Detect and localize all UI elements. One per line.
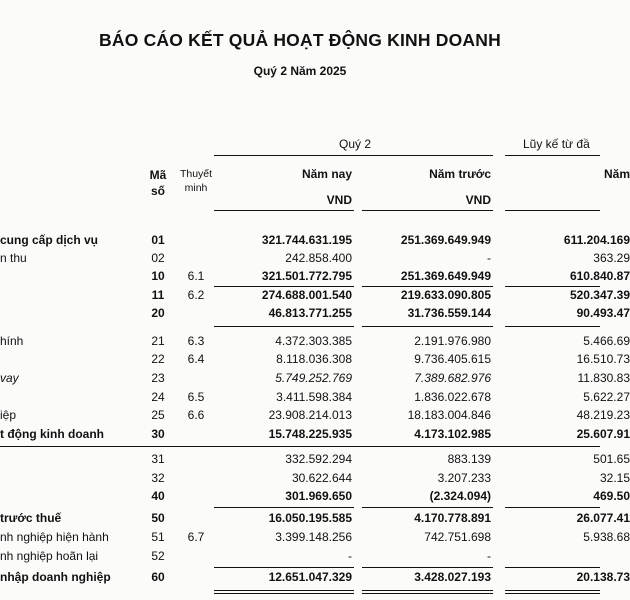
- table-row: [0, 549, 600, 568]
- row-code: 23: [151, 371, 165, 385]
- table-row: [0, 471, 630, 490]
- report-title: BÁO CÁO KẾT QUẢ HOẠT ĐỘNG KINH DOANH: [99, 30, 501, 50]
- table-rule: [362, 507, 493, 508]
- table-rule: [0, 446, 600, 447]
- row-value-q2-prev-year: 1.836.022.678: [414, 390, 491, 404]
- col-ma-so-line2: số: [150, 184, 165, 198]
- row-code: 51: [151, 530, 165, 544]
- table-row: [0, 334, 630, 353]
- unit-nam-truoc: VND: [465, 193, 491, 207]
- row-label: nh nghiệp hoãn lại: [0, 549, 99, 563]
- row-code: 40: [151, 489, 165, 503]
- table-rule: [505, 507, 600, 508]
- row-value-q2-prev-year: 4.173.102.985: [414, 427, 491, 441]
- row-label: n thu: [0, 251, 27, 265]
- row-code: 02: [151, 251, 165, 265]
- row-note: 6.3: [187, 334, 205, 348]
- row-label: nh nghiệp hiện hành: [0, 530, 109, 544]
- col-thuyet-minh-line1: Thuyết: [179, 168, 213, 180]
- row-label: trước thuế: [0, 511, 62, 525]
- row-label: vay: [0, 371, 19, 385]
- row-note: 6.1: [187, 269, 205, 283]
- table-rule: [505, 286, 600, 287]
- col-ma-so-line1: Mã: [149, 168, 167, 182]
- table-rule: [362, 286, 493, 287]
- row-note: 6.2: [187, 288, 205, 302]
- row-value-q2-this-year: 15.748.225.935: [268, 427, 352, 441]
- row-code: 01: [151, 233, 165, 247]
- table-row: [0, 390, 630, 409]
- row-value-q2-prev-year: 251.369.649.949: [400, 233, 491, 247]
- row-value-q2-prev-year: 2.191.976.980: [414, 334, 491, 348]
- row-label: hính: [0, 334, 24, 348]
- row-value-q2-this-year: 30.622.644: [291, 471, 352, 485]
- row-value-q2-this-year: 12.651.047.329: [268, 570, 352, 584]
- table-rule: [362, 326, 493, 327]
- row-value-q2-this-year: 274.688.001.540: [261, 288, 352, 302]
- table-rule: [362, 590, 493, 591]
- row-value-q2-this-year: 5.749.252.769: [275, 371, 352, 385]
- row-value-ytd: 363.29: [593, 251, 630, 265]
- row-value-ytd: 11.830.83: [577, 371, 630, 385]
- row-value-ytd: 5.466.69: [583, 334, 630, 348]
- row-value-ytd: 5.622.27: [583, 390, 630, 404]
- row-value-q2-prev-year: -: [487, 251, 491, 265]
- row-code: 24: [151, 390, 165, 404]
- row-value-q2-this-year: 3.399.148.256: [275, 530, 352, 544]
- row-value-ytd: 90.493.47: [576, 306, 630, 320]
- row-value-ytd: 610.840.87: [569, 269, 630, 283]
- col-nam-nay: Năm nay: [301, 167, 352, 181]
- row-value-q2-prev-year: 7.389.682.976: [414, 371, 491, 385]
- table-rule: [214, 567, 354, 568]
- row-value-q2-this-year: 332.592.294: [285, 452, 352, 466]
- row-value-q2-prev-year: 4.170.778.891: [414, 511, 491, 525]
- row-label: nhập doanh nghiệp: [0, 570, 111, 584]
- row-note: 6.5: [187, 390, 205, 404]
- row-value-q2-this-year: 3.411.598.384: [276, 390, 352, 404]
- row-code: 22: [151, 352, 165, 366]
- table-row: [0, 427, 630, 446]
- row-code: 25: [151, 408, 165, 422]
- row-code: 11: [151, 288, 165, 302]
- row-value-ytd: 25.607.91: [576, 427, 630, 441]
- period-q2-underline: [214, 155, 493, 156]
- row-label: iệp: [0, 408, 17, 422]
- unit-nam-nay: VND: [326, 193, 352, 207]
- period-ytd-header: Lũy kế từ đầ: [523, 137, 590, 151]
- row-value-ytd: 20.138.73: [576, 570, 630, 584]
- table-row: [0, 233, 630, 252]
- row-code: 20: [151, 306, 165, 320]
- table-rule: [505, 326, 600, 327]
- row-value-q2-prev-year: (2.324.094): [429, 489, 491, 503]
- col-thuyet-minh-line2: minh: [184, 182, 208, 194]
- row-value-ytd: 611.204.169: [563, 233, 630, 247]
- table-rule: [505, 593, 600, 594]
- table-rule: [362, 567, 493, 568]
- row-note: 6.6: [187, 408, 205, 422]
- row-value-ytd: 48.219.23: [576, 408, 630, 422]
- row-value-ytd: 26.077.41: [576, 511, 630, 525]
- row-code: 10: [151, 269, 165, 283]
- period-ytd-underline: [505, 155, 600, 156]
- table-rule: [362, 593, 493, 594]
- table-row: [0, 570, 630, 589]
- col-nam-truoc: Năm trước: [429, 167, 491, 181]
- row-value-q2-this-year: 23.908.214.013: [268, 408, 352, 422]
- row-code: 21: [151, 334, 165, 348]
- report-subtitle: Quý 2 Năm 2025: [253, 64, 347, 78]
- row-value-ytd: 16.510.73: [576, 352, 630, 366]
- period-q2-header: Quý 2: [339, 137, 372, 151]
- row-value-q2-this-year: 46.813.771.255: [268, 306, 352, 320]
- table-row: [0, 306, 630, 325]
- row-value-q2-prev-year: 18.183.004.846: [407, 408, 491, 422]
- table-rule: [505, 567, 600, 568]
- row-code: 31: [151, 452, 165, 466]
- table-row: [0, 452, 630, 471]
- row-note: 6.4: [187, 352, 205, 366]
- table-row: [0, 489, 630, 508]
- table-rule: [505, 590, 600, 591]
- row-note: 6.7: [187, 530, 205, 544]
- row-value-q2-this-year: 16.050.195.585: [268, 511, 352, 525]
- row-value-q2-this-year: 242.858.400: [285, 251, 352, 265]
- table-row: [0, 352, 630, 371]
- col-nam-ytd: Năm: [603, 167, 630, 181]
- row-value-q2-prev-year: 883.139: [447, 452, 491, 466]
- row-value-q2-this-year: -: [348, 549, 352, 563]
- row-label: t động kinh doanh: [0, 427, 104, 441]
- row-code: 50: [151, 511, 165, 525]
- row-value-q2-prev-year: 3.207.233: [437, 471, 491, 485]
- row-value-q2-this-year: 321.744.631.195: [261, 233, 352, 247]
- table-row: [0, 530, 630, 549]
- row-value-q2-this-year: 321.501.772.795: [261, 269, 352, 283]
- row-value-ytd: 5.938.68: [583, 530, 630, 544]
- table-rule: [214, 286, 354, 287]
- table-row: [0, 251, 630, 270]
- row-code: 32: [151, 471, 165, 485]
- table-rule: [214, 507, 354, 508]
- row-value-q2-this-year: 8.118.036.308: [276, 352, 352, 366]
- table-rule: [214, 326, 354, 327]
- row-code: 60: [151, 570, 165, 584]
- row-value-q2-prev-year: 9.736.405.615: [414, 352, 491, 366]
- row-value-ytd: 32.15: [599, 471, 630, 485]
- row-value-q2-prev-year: 251.369.649.949: [400, 269, 491, 283]
- table-rule: [214, 590, 354, 591]
- row-code: 30: [151, 427, 165, 441]
- table-row: [0, 511, 630, 530]
- table-row: [0, 408, 630, 427]
- table-rule: [214, 593, 354, 594]
- table-row: [0, 288, 630, 307]
- row-value-q2-this-year: 4.372.303.385: [275, 334, 352, 348]
- row-value-q2-prev-year: -: [487, 549, 491, 563]
- row-value-ytd: 501.65: [593, 452, 630, 466]
- row-code: 52: [151, 549, 165, 563]
- row-value-ytd: 469.50: [593, 489, 630, 503]
- row-value-q2-prev-year: 742.751.698: [424, 530, 491, 544]
- row-label: cung cấp dịch vụ: [0, 233, 99, 247]
- row-value-q2-this-year: 301.969.650: [285, 489, 352, 503]
- unit-underline-1: [214, 210, 354, 211]
- row-value-q2-prev-year: 219.633.090.805: [400, 288, 491, 302]
- row-value-q2-prev-year: 31.736.559.144: [407, 306, 491, 320]
- row-value-ytd: 520.347.39: [569, 288, 630, 302]
- unit-underline-2: [362, 210, 493, 211]
- unit-underline-3: [505, 210, 600, 211]
- row-value-q2-prev-year: 3.428.027.193: [414, 570, 491, 584]
- table-row: [0, 371, 630, 390]
